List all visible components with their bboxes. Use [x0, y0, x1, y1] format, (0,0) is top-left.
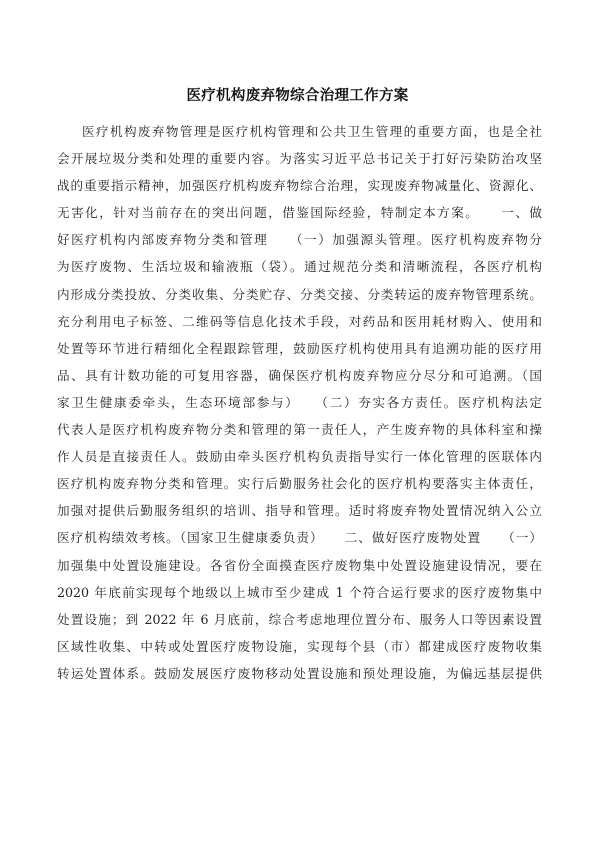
text-line: 为医疗废物、生活垃圾和输液瓶（袋）。通过规范分类和清晰流程，各医疗机构: [57, 259, 542, 275]
text-line: 充分利用电子标签、二维码等信息化技术手段，对药品和医用耗材购入、使用和: [57, 313, 542, 329]
document-title: 医疗机构废弃物综合治理工作方案: [186, 88, 409, 104]
text-line: 加强对提供后勤服务组织的培训、指导和管理。适时将废弃物处置情况纳入公立: [57, 503, 542, 519]
text-line: 好医疗机构内部废弃物分类和管理 （一）加强源头管理。医疗机构废弃物分: [57, 232, 542, 248]
text-line: 无害化，针对当前存在的突出问题，借鉴国际经验，特制定本方案。 一、做: [57, 205, 542, 221]
text-line: 处置设施；到 2022 年 6 月底前，综合考虑地理位置分布、服务人口等因素设置: [57, 611, 542, 627]
text-line: 会开展垃圾分类和处理的重要内容。为落实习近平总书记关于打好污染防治攻坚: [57, 151, 542, 167]
text-line: 医疗机构绩效考核。（国家卫生健康委负责） 二、做好医疗废物处置 （一）: [57, 530, 542, 546]
text-line: 转运处置体系。鼓励发展医疗废物移动处置设施和预处理设施，为偏远基层提供: [57, 665, 542, 681]
text-line: 家卫生健康委牵头，生态环境部参与） （二）夯实各方责任。医疗机构法定: [57, 394, 542, 410]
text-line: 2020 年底前实现每个地级以上城市至少建成 1 个符合运行要求的医疗废物集中: [57, 584, 542, 600]
text-line: 医疗机构废弃物分类和管理。实行后勤服务社会化的医疗机构要落实主体责任，: [57, 476, 542, 492]
document-body: [57, 118, 542, 687]
text-line: 处置等环节进行精细化全程跟踪管理，鼓励医疗机构使用具有追溯功能的医疗用: [57, 340, 542, 356]
text-line: 品、具有计数功能的可复用容器，确保医疗机构废弃物应分尽分和可追溯。（国: [57, 367, 542, 383]
text-line: 医疗机构废弃物管理是医疗机构管理和公共卫生管理的重要方面，也是全社: [82, 124, 542, 139]
text-line: 代表人是医疗机构废弃物分类和管理的第一责任人，产生废弃物的具体科室和操: [57, 422, 542, 438]
text-line: 加强集中处置设施建设。各省份全面摸查医疗废物集中处置设施建设情况，要在: [57, 557, 542, 573]
text-line: 区域性收集、中转或处置医疗废物设施，实现每个县（市）都建成医疗废物收集: [57, 638, 542, 654]
text-line: 作人员是直接责任人。鼓励由牵头医疗机构负责指导实行一体化管理的医联体内: [57, 449, 542, 465]
text-line: 内形成分类投放、分类收集、分类贮存、分类交接、分类转运的废弃物管理系统。: [57, 286, 542, 302]
text-line: 战的重要指示精神，加强医疗机构废弃物综合治理，实现废弃物减量化、资源化、: [57, 178, 542, 194]
